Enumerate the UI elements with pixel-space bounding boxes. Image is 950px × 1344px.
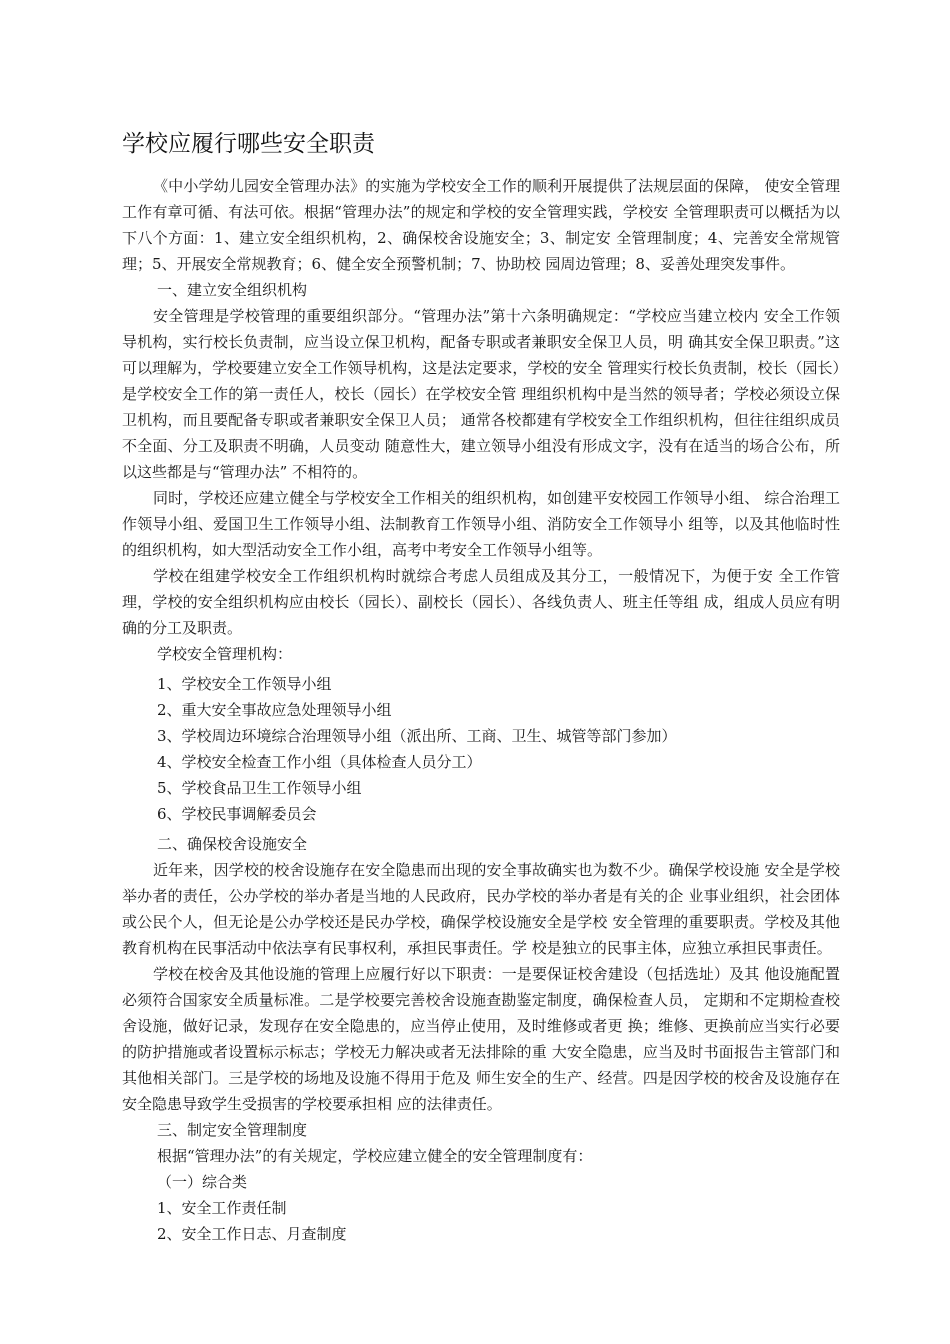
document-body xyxy=(122,173,840,1247)
section-1-paragraph-3: 学校在组建学校安全工作组织机构时就综合考虑人员组成及其分工，一般情况下，为便于安 全工作管理，学校的安全组织机构应由校长（园长）、副校长（园长）、各线负责人、班主任等组 成，组成人员应有明确的分工及职责。 xyxy=(122,567,840,637)
section-1-paragraph-1: 安全管理是学校管理的重要组织部分。“管理办法”第十六条明确规定：“学校应当建立校内 安全工作领导机构，实行校长负责制，应当设立保卫机构，配备专职或者兼职安全保卫人员，明 确其安全保卫职责。”这可以理解为，学校要建立安全工作领导机构，这是法定要求，学校的安全 管理实行校长负责制，校长（园长）是学校安全工作的第一责任人，校长（园长）在学校安全管 理组织机构中是当然的领导者；学校必须设立保卫机构，而且要配备专职或者兼职安全保卫人员； 通常各校都建有学校安全工作组织机构，但往往组织成员不全面、分工及职责不明确，人员变动 随意性大，建立领导小组没有形成文字，没有在适当的场合公布，所以这些都是与“管理办法” 不相符的。 xyxy=(122,307,840,481)
section-1-list-intro: 学校安全管理机构： xyxy=(157,645,293,663)
section-1-paragraph-2: 同时，学校还应建立健全与学校安全工作相关的组织机构，如创建平安校园工作领导小组、 综合治理工作领导小组、爱国卫生工作领导小组、法制教育工作领导小组、消防安全工作领导小 组等，以及其他临时性的组织机构，如大型活动安全工作小组，高考中考安全工作领导小组等。 xyxy=(122,489,840,559)
list-item: 1、学校安全工作领导小组 xyxy=(157,675,332,693)
list-item: 2、重大安全事故应急处理领导小组 xyxy=(157,701,392,719)
document-title: 学校应履行哪些安全职责 xyxy=(122,131,375,157)
list-item: 5、学校食品卫生工作领导小组 xyxy=(157,779,362,797)
section-2-paragraph-1: 近年来，因学校的校舍设施存在安全隐患而出现的安全事故确实也为数不少。确保学校设施 安全是学校举办者的责任，公办学校的举办者是当地的人民政府，民办学校的举办者是有关的企 业事业组织，社会团体或公民个人，但无论是公办学校还是民办学校，确保学校设施安全是学校 安全管理的重要职责。学校及其他教育机构在民事活动中依法享有民事权利，承担民事责任。学 校是独立的民事主体，应独立承担民事责任。 xyxy=(122,861,840,957)
safety-rules-list xyxy=(122,1195,840,1247)
section-3-heading: 三、制定安全管理制度 xyxy=(157,1121,308,1139)
list-item: 4、学校安全检查工作小组（具体检查人员分工） xyxy=(157,753,482,771)
section-2-heading: 二、确保校舍设施安全 xyxy=(157,835,308,853)
section-3-intro: 根据“管理办法”的有关规定，学校应建立健全的安全管理制度有： xyxy=(157,1147,593,1165)
list-item: 2、安全工作日志、月查制度 xyxy=(157,1225,347,1243)
list-item: 6、学校民事调解委员会 xyxy=(157,805,317,823)
section-2-paragraph-2: 学校在校舍及其他设施的管理上应履行好以下职责：一是要保证校舍建设（包括选址）及其 他设施配置必须符合国家安全质量标准。二是学校要完善校舍设施查勘鉴定制度，确保检查人员， 定期和不定期检查校舍设施，做好记录，发现存在安全隐患的，应当停止使用，及时维修或者更 换；维修、更换前应当实行必要的防护措施或者设置标示标志；学校无力解决或者无法排除的重 大安全隐患，应当及时书面报告主管部门和其他相关部门。三是学校的场地及设施不得用于危及 师生安全的生产、经营。四是因学校的校舍及设施存在安全隐患导致学生受损害的学校要承担相 应的法律责任。 xyxy=(122,965,840,1113)
list-item: 3、学校周边环境综合治理领导小组（派出所、工商、卫生、城管等部门参加） xyxy=(157,727,677,745)
section-3-subheading: （一）综合类 xyxy=(157,1173,248,1191)
safety-organization-list xyxy=(122,671,840,827)
section-1-heading: 一、建立安全组织机构 xyxy=(157,281,308,299)
list-item: 1、安全工作责任制 xyxy=(157,1199,287,1217)
intro-paragraph: 《中小学幼儿园安全管理办法》的实施为学校安全工作的顺利开展提供了法规层面的保障， 使安全管理工作有章可循、有法可依。根据“管理办法”的规定和学校的安全管理实践，学校安 全管理职责可以概括为以下八个方面：1、建立安全组织机构，2、确保校舍设施安全；3、制定安 全管理制度；4、完善安全常规管理；5、开展安全常规教育；6、健全安全预警机制；7、协助校 园周边管理；8、妥善处理突发事件。 xyxy=(122,177,840,273)
